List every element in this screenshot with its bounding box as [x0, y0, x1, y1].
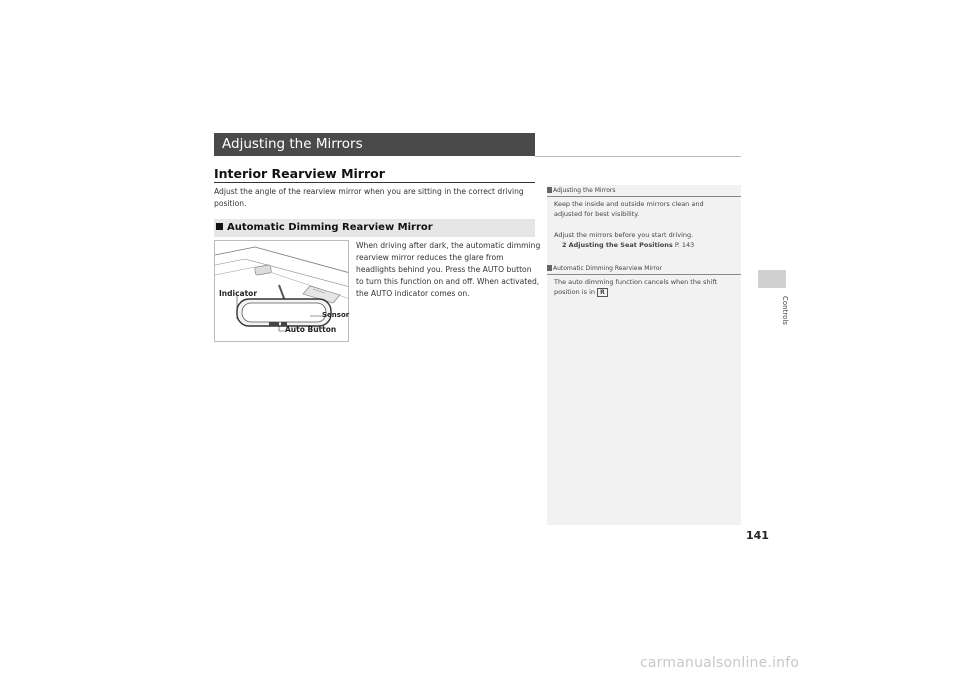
note-body-2: Adjust the mirrors before you start driving.: [554, 231, 694, 239]
auto-dimming-paragraph: When driving after dark, the automatic dimming rearview mirror reduces the glare from headlights behind you. Press the AUTO button to turn this function on and off. When activated, the AUTO indicator comes on.: [356, 241, 541, 298]
reference-arrow-icon: 2: [562, 241, 567, 249]
note-body-1: Keep the inside and outside mirrors clean and adjusted for best visibility.: [554, 200, 704, 218]
heading-rule: [214, 182, 535, 183]
heading-interior-mirror: Interior Rearview Mirror: [214, 166, 385, 181]
note-rule: [547, 274, 741, 275]
note-text: The auto dimming function cancels when the shift position is in: [554, 278, 718, 296]
note-marker-icon: [547, 265, 552, 271]
section-title: Adjusting the Mirrors: [214, 133, 535, 156]
side-tab[interactable]: [758, 270, 786, 288]
section-rule: [535, 156, 741, 157]
side-tab-label: Controls: [781, 295, 789, 325]
subheading-auto-dimming: [214, 219, 535, 237]
label-auto-button: Auto Button: [285, 325, 337, 334]
note-marker-icon: [547, 187, 552, 193]
note-title-adjusting-mirrors: [547, 187, 616, 194]
reference-title[interactable]: Adjusting the Seat Positions: [568, 241, 673, 249]
note-title-text: Adjusting the Mirrors: [553, 187, 616, 194]
label-sensor: Sensor: [322, 311, 350, 319]
note-cross-reference[interactable]: [562, 240, 747, 250]
subheading-text: Automatic Dimming Rearview Mirror: [227, 222, 433, 233]
watermark: carmanualsonline.info: [640, 655, 800, 671]
page-number: 141: [746, 529, 769, 542]
label-indicator: Indicator: [219, 289, 258, 298]
note-title-auto-dimming: [547, 265, 662, 272]
note-body-3: [554, 277, 734, 297]
reverse-key-icon: R: [597, 288, 608, 297]
note-title-text: Automatic Dimming Rearview Mirror: [553, 265, 662, 272]
note-rule: [547, 196, 741, 197]
square-bullet-icon: [216, 223, 223, 230]
intro-paragraph: Adjust the angle of the rearview mirror when you are sitting in the correct driving position.: [214, 187, 524, 208]
reference-page: P. 143: [674, 241, 695, 249]
